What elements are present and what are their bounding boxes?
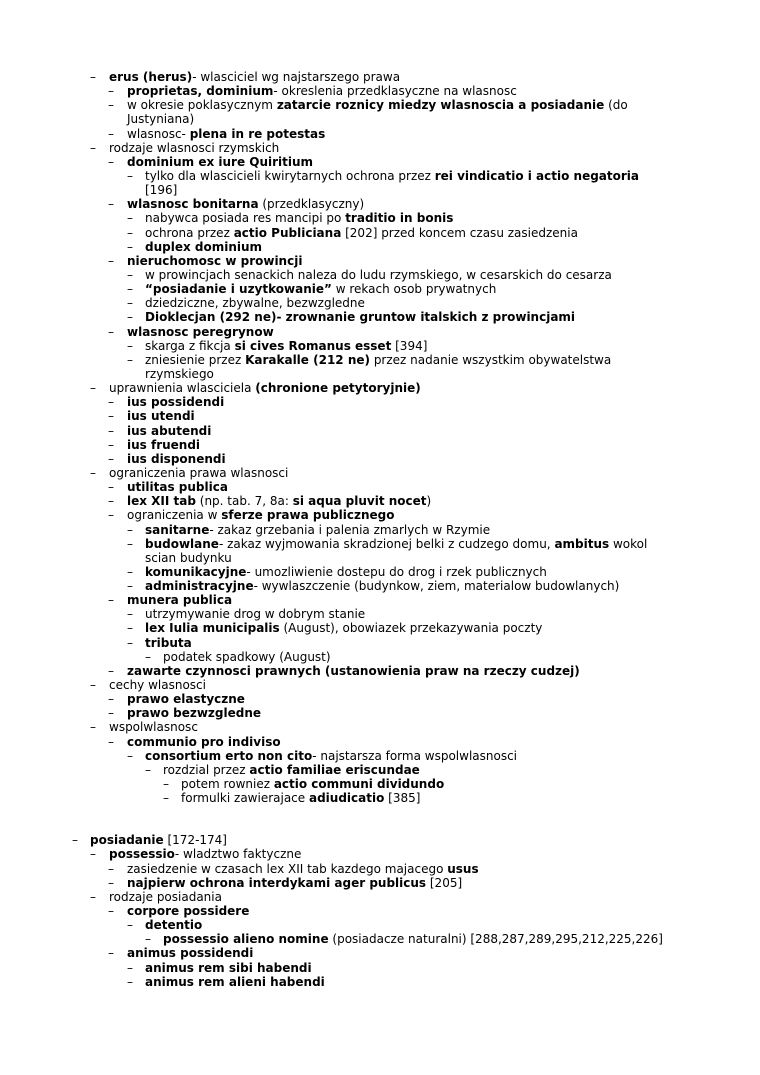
bold-term: animus rem sibi habendi bbox=[145, 960, 312, 975]
outline-item bbox=[0, 678, 760, 692]
outline-text bbox=[127, 508, 394, 522]
outline-item bbox=[0, 70, 760, 84]
outline-item bbox=[0, 169, 760, 183]
outline-text bbox=[127, 494, 431, 508]
text-run: skarga z fikcja bbox=[145, 338, 235, 353]
text-run: (August), obowiazek przekazywania poczty bbox=[279, 621, 543, 636]
outline-text bbox=[163, 932, 663, 946]
bold-term: zawarte czynnosci prawnych (ustanowienia praw na rzeczy cudzej) bbox=[127, 663, 580, 678]
outline-text bbox=[145, 975, 325, 989]
bold-term: prawo elastyczne bbox=[127, 692, 245, 707]
text-run: - wywlaszczenie (budynkow, ziem, materialow budowlanych) bbox=[253, 579, 620, 594]
bold-term: rei vindicatio i actio negatoria bbox=[434, 168, 639, 183]
outline-item bbox=[0, 438, 760, 452]
bullet-dash: – bbox=[127, 522, 133, 537]
outline-text bbox=[145, 353, 611, 367]
bullet-dash: – bbox=[90, 465, 96, 480]
bold-term: actio familiae eriscundae bbox=[249, 762, 420, 777]
text-run: nabywca posiada res mancipi po bbox=[145, 211, 346, 226]
outline-item bbox=[0, 706, 760, 720]
text-run: ochrona przez bbox=[145, 225, 234, 240]
text-run: przez nadanie wszystkim obywatelstwa bbox=[370, 352, 612, 367]
outline-text bbox=[145, 918, 202, 932]
outline-item bbox=[0, 353, 760, 367]
bold-term: communio pro indiviso bbox=[127, 734, 281, 749]
bullet-dash: – bbox=[90, 678, 96, 693]
bold-term: actio communi dividundo bbox=[273, 777, 445, 792]
bold-term: komunikacyjne bbox=[145, 564, 247, 579]
outline-line-continuation bbox=[0, 551, 760, 565]
outline-item bbox=[0, 593, 760, 607]
bullet-dash: – bbox=[127, 225, 133, 240]
outline-item bbox=[0, 636, 760, 650]
bullet-dash: – bbox=[108, 734, 114, 749]
outline-text bbox=[127, 409, 195, 423]
bullet-dash: – bbox=[127, 536, 133, 551]
bold-term: administracyjne bbox=[145, 579, 254, 594]
outline-text bbox=[145, 367, 214, 381]
bold-term: prawo bezwzgledne bbox=[127, 706, 262, 721]
outline-item bbox=[0, 862, 760, 876]
bullet-dash: – bbox=[127, 974, 133, 989]
bullet-dash: – bbox=[127, 635, 133, 650]
outline-text bbox=[145, 183, 177, 197]
text-run: rzymskiego bbox=[145, 366, 214, 381]
outline-item bbox=[0, 847, 760, 861]
text-run: - okreslenia przedklasyczne na wlasnosc bbox=[273, 84, 517, 99]
outline-item bbox=[0, 310, 760, 324]
outline-item bbox=[0, 381, 760, 395]
bullet-dash: – bbox=[90, 140, 96, 155]
outline-item bbox=[0, 579, 760, 593]
outline-item bbox=[0, 296, 760, 310]
outline-item bbox=[0, 395, 760, 409]
text-run: dziedziczne, zbywalne, bezwzgledne bbox=[145, 296, 365, 311]
bullet-dash: – bbox=[145, 649, 151, 664]
bullet-dash: – bbox=[127, 338, 133, 353]
outline-item bbox=[0, 197, 760, 211]
outline-text bbox=[90, 833, 227, 847]
text-run: rozdzial przez bbox=[163, 762, 250, 777]
bullet-dash: – bbox=[127, 296, 133, 311]
text-run: [202] przed koncem czasu zasiedzenia bbox=[341, 225, 578, 240]
bullet-dash: – bbox=[90, 381, 96, 396]
outline-text bbox=[127, 692, 245, 706]
bold-term: erus (herus) bbox=[109, 70, 193, 84]
bullet-dash: – bbox=[90, 70, 96, 84]
bold-term: munera publica bbox=[127, 593, 233, 608]
text-run: uprawnienia wlasciciela bbox=[109, 381, 256, 396]
outline-item bbox=[0, 254, 760, 268]
outline-text bbox=[127, 452, 226, 466]
bullet-dash: – bbox=[127, 960, 133, 975]
bullet-dash: – bbox=[163, 791, 169, 806]
bullet-dash: – bbox=[127, 918, 133, 933]
bold-term: sferze prawa publicznego bbox=[221, 508, 395, 523]
outline-item bbox=[0, 791, 760, 805]
text-run: [394] bbox=[391, 338, 428, 353]
bold-term: animus possidendi bbox=[127, 946, 254, 961]
bullet-dash: – bbox=[127, 621, 133, 636]
bullet-dash: – bbox=[108, 154, 114, 169]
outline-item bbox=[0, 537, 760, 551]
bullet-dash: – bbox=[127, 310, 133, 325]
outline-line-continuation bbox=[0, 112, 760, 126]
text-run: wokol bbox=[609, 536, 648, 551]
outline-item bbox=[0, 763, 760, 777]
bold-term: dominium ex iure Quiritium bbox=[127, 154, 314, 169]
bullet-dash: – bbox=[108, 324, 114, 339]
outline-text bbox=[109, 847, 301, 861]
bold-term: “posiadanie i uzytkowanie” bbox=[145, 282, 332, 297]
text-run: zniesienie przez bbox=[145, 352, 246, 367]
text-run: [385] bbox=[384, 791, 421, 806]
bold-term: sanitarne bbox=[145, 522, 210, 537]
bullet-dash: – bbox=[127, 564, 133, 579]
bold-term: Karakalle (212 ne) bbox=[245, 352, 370, 367]
text-run: formulki zawierajace bbox=[181, 791, 309, 806]
outline-text bbox=[145, 523, 490, 537]
outline-text bbox=[145, 537, 647, 551]
outline-text bbox=[127, 480, 228, 494]
outline-text bbox=[145, 607, 365, 621]
outline-item bbox=[0, 84, 760, 98]
bullet-dash: – bbox=[127, 239, 133, 254]
text-run: (np. tab. 7, 8a: bbox=[195, 494, 293, 509]
bullet-dash: – bbox=[127, 607, 133, 622]
outline-item bbox=[0, 735, 760, 749]
bold-term: najpierw ochrona interdykami ager publicus bbox=[127, 875, 427, 890]
outline-text bbox=[109, 381, 421, 395]
bold-term: animus rem alieni habendi bbox=[145, 974, 325, 989]
text-run: - wlasciciel wg najstarszego prawa bbox=[192, 70, 401, 84]
bullet-dash: – bbox=[108, 253, 114, 268]
outline-item bbox=[0, 325, 760, 339]
bold-term: wlasnosc peregrynow bbox=[127, 324, 274, 339]
text-run: - umozliwienie dostepu do drog i rzek publicznych bbox=[246, 564, 547, 579]
outline-text bbox=[145, 579, 619, 593]
outline-text bbox=[145, 621, 542, 635]
outline-item bbox=[0, 155, 760, 169]
outline-text bbox=[127, 112, 194, 126]
bullet-dash: – bbox=[108, 84, 114, 99]
bold-term: adiudicatio bbox=[308, 791, 385, 806]
outline-text bbox=[127, 438, 200, 452]
outline-item bbox=[0, 480, 760, 494]
outline-item bbox=[0, 339, 760, 353]
text-run: - zakaz wyjmowania skradzionej belki z cudzego domu, bbox=[218, 536, 555, 551]
text-run: rodzaje posiadania bbox=[109, 889, 222, 904]
bold-term: zatarcie roznicy miedzy wlasnoscia a posiadanie bbox=[276, 98, 605, 113]
bold-term: tributa bbox=[145, 635, 192, 650]
outline-text bbox=[109, 720, 198, 734]
outline-item bbox=[0, 452, 760, 466]
bullet-dash: – bbox=[127, 748, 133, 763]
outline-text bbox=[145, 961, 312, 975]
bold-term: actio Publiciana bbox=[233, 225, 342, 240]
bullet-dash: – bbox=[127, 211, 133, 226]
text-run: potem rowniez bbox=[181, 777, 274, 792]
bold-term: Dioklecjan (292 ne)- zrownanie gruntow italskich z prowincjami bbox=[145, 310, 576, 325]
bullet-dash: – bbox=[108, 508, 114, 523]
outline-item bbox=[0, 565, 760, 579]
bold-term: proprietas, dominium bbox=[127, 84, 274, 99]
text-run: scian budynku bbox=[145, 550, 232, 565]
text-run: [172-174] bbox=[163, 833, 227, 848]
text-run: (do bbox=[604, 98, 628, 113]
outline-text bbox=[127, 862, 479, 876]
text-run: cechy wlasnosci bbox=[109, 678, 206, 693]
bold-term: ius possidendi bbox=[127, 395, 225, 410]
text-run: [205] bbox=[426, 875, 463, 890]
bold-term: si cives Romanus esset bbox=[234, 338, 392, 353]
bold-term: ius fruendi bbox=[127, 437, 201, 452]
outline-text bbox=[127, 904, 249, 918]
outline-text bbox=[181, 777, 444, 791]
outline-item bbox=[0, 211, 760, 225]
text-run: - najstarsza forma wspolwlasnosci bbox=[312, 748, 518, 763]
text-run: w rekach osob prywatnych bbox=[331, 282, 497, 297]
outline-text bbox=[163, 650, 331, 664]
text-run: - wladztwo faktyczne bbox=[174, 847, 302, 862]
outline-item bbox=[0, 975, 760, 989]
bold-term: consortium erto non cito bbox=[145, 748, 313, 763]
outline-item bbox=[0, 424, 760, 438]
text-run: tylko dla wlascicieli kwirytarnych ochrona przez bbox=[145, 168, 435, 183]
outline-item bbox=[0, 226, 760, 240]
outline-text bbox=[145, 226, 578, 240]
bullet-dash: – bbox=[108, 98, 114, 113]
bullet-dash: – bbox=[127, 352, 133, 367]
bullet-dash: – bbox=[108, 423, 114, 438]
bold-term: ius utendi bbox=[127, 409, 195, 424]
outline-text bbox=[145, 296, 365, 310]
bold-term: corpore possidere bbox=[127, 904, 250, 919]
bold-term: possessio alieno nomine bbox=[163, 932, 329, 947]
outline-text bbox=[145, 551, 232, 565]
bold-term: (chronione petytoryjnie) bbox=[255, 381, 421, 396]
outline-item bbox=[0, 282, 760, 296]
bold-term: posiadanie bbox=[90, 833, 164, 848]
outline-item bbox=[0, 268, 760, 282]
bullet-dash: – bbox=[145, 762, 151, 777]
bold-term: detentio bbox=[145, 918, 203, 933]
outline-text bbox=[127, 735, 281, 749]
outline-text bbox=[127, 664, 580, 678]
bold-term: si aqua pluvit nocet bbox=[292, 494, 427, 509]
outline-item bbox=[0, 692, 760, 706]
outline-text bbox=[127, 98, 628, 112]
outline-text bbox=[109, 890, 222, 904]
text-run: (przedklasyczny) bbox=[258, 197, 365, 212]
outline-text bbox=[127, 197, 364, 211]
outline-text bbox=[127, 424, 211, 438]
outline-text bbox=[109, 466, 288, 480]
outline-text bbox=[127, 127, 325, 141]
outline-text bbox=[127, 325, 274, 339]
bullet-dash: – bbox=[108, 904, 114, 919]
bold-term: lex XII tab bbox=[127, 494, 196, 509]
outline-text bbox=[145, 211, 453, 225]
outline-item bbox=[0, 749, 760, 763]
bold-term: ambitus bbox=[554, 536, 610, 551]
outline-text bbox=[145, 310, 575, 324]
bold-term: traditio in bonis bbox=[345, 211, 454, 226]
outline-item bbox=[0, 664, 760, 678]
bullet-dash: – bbox=[108, 197, 114, 212]
bullet-dash: – bbox=[108, 409, 114, 424]
text-run: Justyniana) bbox=[127, 112, 195, 127]
text-run: ograniczenia w bbox=[127, 508, 222, 523]
outline-line-continuation bbox=[0, 183, 760, 197]
outline-text bbox=[109, 70, 400, 84]
outline-text bbox=[127, 84, 517, 98]
bullet-dash: – bbox=[108, 126, 114, 141]
bold-term: utilitas publica bbox=[127, 480, 228, 495]
outline-item bbox=[0, 494, 760, 508]
bold-term: possessio bbox=[109, 847, 175, 862]
outline-text bbox=[127, 706, 261, 720]
outline-item bbox=[0, 466, 760, 480]
text-run: wlasnosc- bbox=[127, 126, 190, 141]
outline-item bbox=[0, 918, 760, 932]
outline-text bbox=[145, 636, 192, 650]
bullet-dash: – bbox=[72, 833, 78, 848]
outline-text bbox=[145, 565, 547, 579]
outline-text bbox=[181, 791, 420, 805]
bullet-dash: – bbox=[90, 889, 96, 904]
bullet-dash: – bbox=[108, 480, 114, 495]
outline-item bbox=[0, 777, 760, 791]
text-run: w prowincjach senackich nalezа do ludu rzymskiego, w cesarskich do cesarza bbox=[145, 267, 612, 282]
bold-term: duplex dominium bbox=[145, 239, 263, 254]
section-gap bbox=[0, 805, 760, 833]
bullet-dash: – bbox=[127, 267, 133, 282]
bullet-dash: – bbox=[108, 593, 114, 608]
outline-text bbox=[163, 763, 420, 777]
outline-item bbox=[0, 98, 760, 112]
document-outline bbox=[0, 70, 760, 989]
outline-text bbox=[145, 169, 639, 183]
text-run: ograniczenia prawa wlasnosci bbox=[109, 465, 289, 480]
bullet-dash: – bbox=[108, 946, 114, 961]
bullet-dash: – bbox=[108, 875, 114, 890]
bullet-dash: – bbox=[108, 663, 114, 678]
outline-text bbox=[109, 678, 206, 692]
bold-term: ius abutendi bbox=[127, 423, 212, 438]
bold-term: usus bbox=[447, 861, 479, 876]
outline-item bbox=[0, 607, 760, 621]
outline-text bbox=[109, 141, 279, 155]
bullet-dash: – bbox=[90, 847, 96, 862]
outline-text bbox=[127, 593, 232, 607]
outline-text bbox=[145, 339, 427, 353]
outline-item bbox=[0, 946, 760, 960]
bullet-dash: – bbox=[127, 579, 133, 594]
outline-item bbox=[0, 961, 760, 975]
outline-text bbox=[145, 749, 517, 763]
text-run: (posiadacze naturalni) [288,287,289,295,212,225,226] bbox=[328, 932, 663, 947]
outline-item bbox=[0, 409, 760, 423]
text-run: ) bbox=[426, 494, 432, 509]
bullet-dash: – bbox=[108, 692, 114, 707]
text-run: w okresie poklasycznym bbox=[127, 98, 277, 113]
outline-text bbox=[127, 876, 462, 890]
outline-item bbox=[0, 833, 760, 847]
outline-item bbox=[0, 508, 760, 522]
bullet-dash: – bbox=[108, 706, 114, 721]
text-run: rodzaje wlasnosci rzymskich bbox=[109, 140, 280, 155]
outline-text bbox=[145, 282, 496, 296]
outline-text bbox=[127, 395, 224, 409]
outline-item bbox=[0, 523, 760, 537]
bold-term: budowlane bbox=[145, 536, 219, 551]
outline-line-continuation bbox=[0, 367, 760, 381]
bullet-dash: – bbox=[127, 282, 133, 297]
outline-text bbox=[127, 155, 313, 169]
text-run: podatek spadkowy (August) bbox=[163, 649, 331, 664]
text-run: - zakaz grzebania i palenia zmarlych w Rzymie bbox=[209, 522, 491, 537]
bold-term: nieruchomosc w prowincji bbox=[127, 253, 303, 268]
outline-item bbox=[0, 890, 760, 904]
outline-text bbox=[127, 946, 253, 960]
bold-term: plena in re potestas bbox=[189, 126, 326, 141]
bullet-dash: – bbox=[108, 437, 114, 452]
outline-text bbox=[145, 268, 612, 282]
text-run: [196] bbox=[145, 183, 178, 198]
text-run: utrzymywanie drog w dobrym stanie bbox=[145, 607, 366, 622]
bullet-dash: – bbox=[108, 861, 114, 876]
text-run: wspolwlasnosc bbox=[109, 720, 198, 735]
outline-text bbox=[127, 254, 302, 268]
bullet-dash: – bbox=[108, 494, 114, 509]
outline-item bbox=[0, 650, 760, 664]
outline-item bbox=[0, 127, 760, 141]
bullet-dash: – bbox=[127, 168, 133, 183]
bullet-dash: – bbox=[163, 777, 169, 792]
bold-term: lex Iulia municipalis bbox=[145, 621, 280, 636]
outline-item bbox=[0, 932, 760, 946]
outline-item bbox=[0, 240, 760, 254]
bullet-dash: – bbox=[108, 451, 114, 466]
outline-item bbox=[0, 621, 760, 635]
bold-term: ius disponendi bbox=[127, 451, 226, 466]
bullet-dash: – bbox=[145, 932, 151, 947]
text-run: zasiedzenie w czasach lex XII tab kazdego majacego bbox=[127, 861, 448, 876]
bold-term: wlasnosc bonitarna bbox=[127, 197, 259, 212]
outline-text bbox=[145, 240, 262, 254]
outline-item bbox=[0, 720, 760, 734]
bullet-dash: – bbox=[108, 395, 114, 410]
outline-item bbox=[0, 141, 760, 155]
outline-item bbox=[0, 904, 760, 918]
bullet-dash: – bbox=[90, 720, 96, 735]
outline-item bbox=[0, 876, 760, 890]
